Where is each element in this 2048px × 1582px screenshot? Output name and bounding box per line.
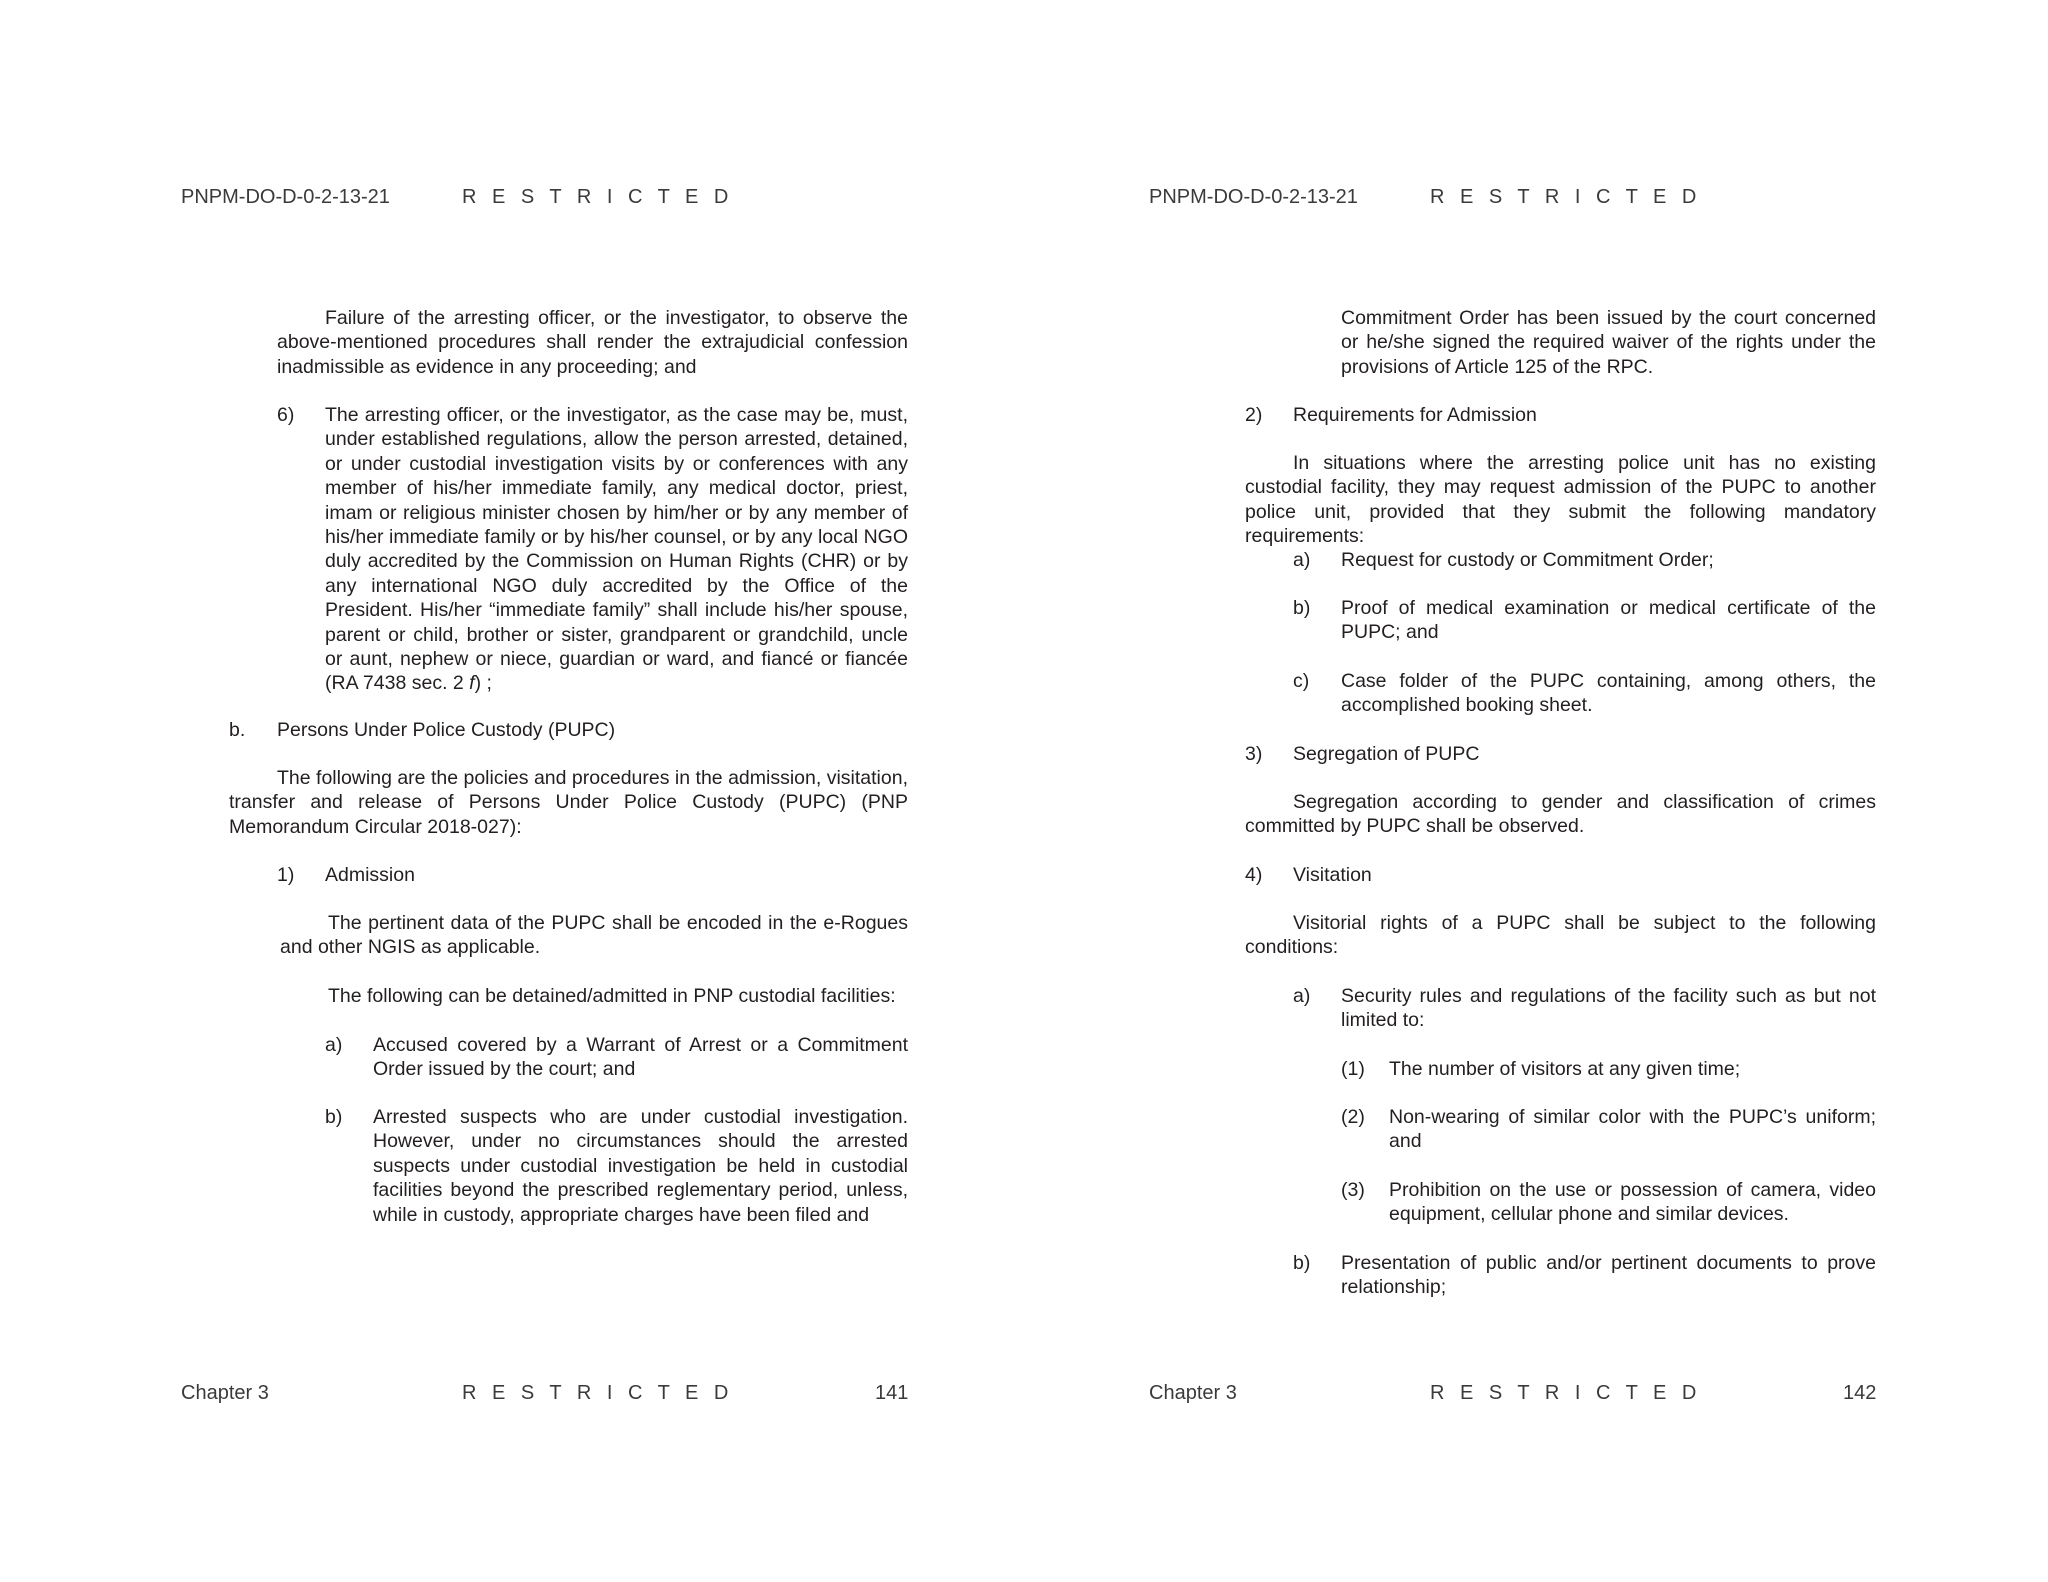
visitation-item-b xyxy=(1293,1251,1876,1301)
detained-paragraph: The following can be detained/admitted in PNP custodial facilities: xyxy=(328,985,896,1007)
failure-paragraph: Failure of the arresting officer, or the investigator, to observe the above-mentioned procedures shall render the extrajudicial confession inadmissible as evidence in any proceeding; and xyxy=(277,307,908,378)
item-label: b) xyxy=(325,1106,343,1128)
footer-chapter: Chapter 3 xyxy=(1149,1382,1237,1404)
list-item-6 xyxy=(277,403,908,703)
requirement-item-c xyxy=(1293,669,1876,719)
item-title: Admission xyxy=(325,864,415,886)
item-title: Requirements for Admission xyxy=(1293,404,1537,426)
header-classification: R E S T R I C T E D xyxy=(1430,186,1702,208)
item-text: Case folder of the PUPC containing, among others, the accomplished booking sheet. xyxy=(1341,670,1876,717)
item-text: Prohibition on the use or possession of camera, video equipment, cellular phone and similar devices. xyxy=(1389,1179,1876,1226)
section-b-heading xyxy=(229,718,908,744)
admission-heading xyxy=(277,863,908,889)
item-label: (2) xyxy=(1341,1106,1365,1128)
item-text: Accused covered by a Warrant of Arrest or a Commitment Order issued by the court; and xyxy=(373,1034,908,1081)
item-label: 2) xyxy=(1245,404,1263,426)
item-label: c) xyxy=(1293,670,1310,692)
visitation-heading xyxy=(1245,863,1876,889)
continuation-paragraph: Commitment Order has been issued by the court concerned or he/she signed the required waiver of the rights under the provisions of Article 125 of the RPC. xyxy=(1341,307,1876,378)
item-label: 6) xyxy=(277,404,295,426)
segregation-paragraph: Segregation according to gender and classification of crimes committed by PUPC shall be observed. xyxy=(1245,791,1876,838)
requirement-item-b xyxy=(1293,596,1876,646)
item-label: 1) xyxy=(277,864,295,886)
item-text: Security rules and regulations of the facility such as but not limited to: xyxy=(1341,985,1876,1032)
requirement-item-a xyxy=(1293,548,1876,574)
item-text: Presentation of public and/or pertinent documents to prove relationship; xyxy=(1341,1252,1876,1299)
footer-page-number: 141 xyxy=(875,1382,909,1404)
footer-classification: R E S T R I C T E D xyxy=(1430,1382,1702,1404)
item-text: Request for custody or Commitment Order; xyxy=(1341,549,1714,571)
list-item-b xyxy=(325,1105,908,1230)
item-label: (1) xyxy=(1341,1058,1365,1080)
header-doc-code: PNPM-DO-D-0-2-13-21 xyxy=(181,186,390,208)
segregation-heading xyxy=(1245,742,1876,768)
footer-classification: R E S T R I C T E D xyxy=(462,1382,734,1404)
item-label: b) xyxy=(1293,1252,1311,1274)
visitation-sub-item-2 xyxy=(1341,1105,1876,1155)
visitation-item-a xyxy=(1293,984,1876,1034)
list-item-a xyxy=(325,1033,908,1083)
visitation-paragraph: Visitorial rights of a PUPC shall be subject to the following conditions: xyxy=(1245,912,1876,959)
footer-chapter: Chapter 3 xyxy=(181,1382,269,1404)
visitation-sub-item-1 xyxy=(1341,1057,1876,1083)
header-classification: R E S T R I C T E D xyxy=(462,186,734,208)
item-label: (3) xyxy=(1341,1179,1365,1201)
section-label: b. xyxy=(229,719,246,741)
item-title: Segregation of PUPC xyxy=(1293,743,1480,765)
item-label: 4) xyxy=(1245,864,1263,886)
item-title: Visitation xyxy=(1293,864,1372,886)
visitation-sub-item-3 xyxy=(1341,1178,1876,1228)
encoded-paragraph: The pertinent data of the PUPC shall be encoded in the e-Rogues and other NGIS as applicable. xyxy=(280,912,908,959)
item-label: b) xyxy=(1293,597,1311,619)
footer-page-number: 142 xyxy=(1843,1382,1877,1404)
item-text: Arrested suspects who are under custodial investigation. However, under no circumstances should the arrested suspects under custodial investigation be held in custodial facilities beyond the prescribed reglementary period, unless, while in custody, appropriate charges have been filed and xyxy=(373,1106,908,1226)
item-label: a) xyxy=(1293,985,1311,1007)
item-text: The arresting officer, or the investigator, as the case may be, must, under established regulations, allow the person arrested, detained, or under custodial investigation visits by or conferences with any member of his/her immediate family, any medical doctor, priest, imam or religious minister chosen by him/her or by any member of his/her immediate family or by his/her counsel, or by any local NGO duly accredited by the Commission on Human Rights (CHR) or by any international NGO duly accredited by the Office of the President. His/her “immediate family” shall include his/her spouse, parent or child, brother or sister, grandparent or grandchild, uncle or aunt, nephew or niece, guardian or ward, and fiancé or fiancée (RA 7438 sec. 2 f) ; xyxy=(325,404,908,695)
item-label: a) xyxy=(1293,549,1311,571)
item-text: The number of visitors at any given time; xyxy=(1389,1058,1741,1080)
item-text: Proof of medical examination or medical certificate of the PUPC; and xyxy=(1341,597,1876,644)
section-title: Persons Under Police Custody (PUPC) xyxy=(277,719,616,741)
item-text: Non-wearing of similar color with the PUPC’s uniform; and xyxy=(1389,1106,1876,1153)
item-label: 3) xyxy=(1245,743,1263,765)
item-label: a) xyxy=(325,1034,343,1056)
requirements-heading xyxy=(1245,403,1876,429)
policies-paragraph: The following are the policies and procedures in the admission, visitation, transfer and release of Persons Under Police Custody (PUPC) (PNP Memorandum Circular 2018-027): xyxy=(229,767,908,838)
requirements-paragraph: In situations where the arresting police unit has no existing custodial facility, they may request admission of the PUPC to another police unit, provided that they submit the following mandatory requirements: xyxy=(1245,452,1876,548)
header-doc-code: PNPM-DO-D-0-2-13-21 xyxy=(1149,186,1358,208)
